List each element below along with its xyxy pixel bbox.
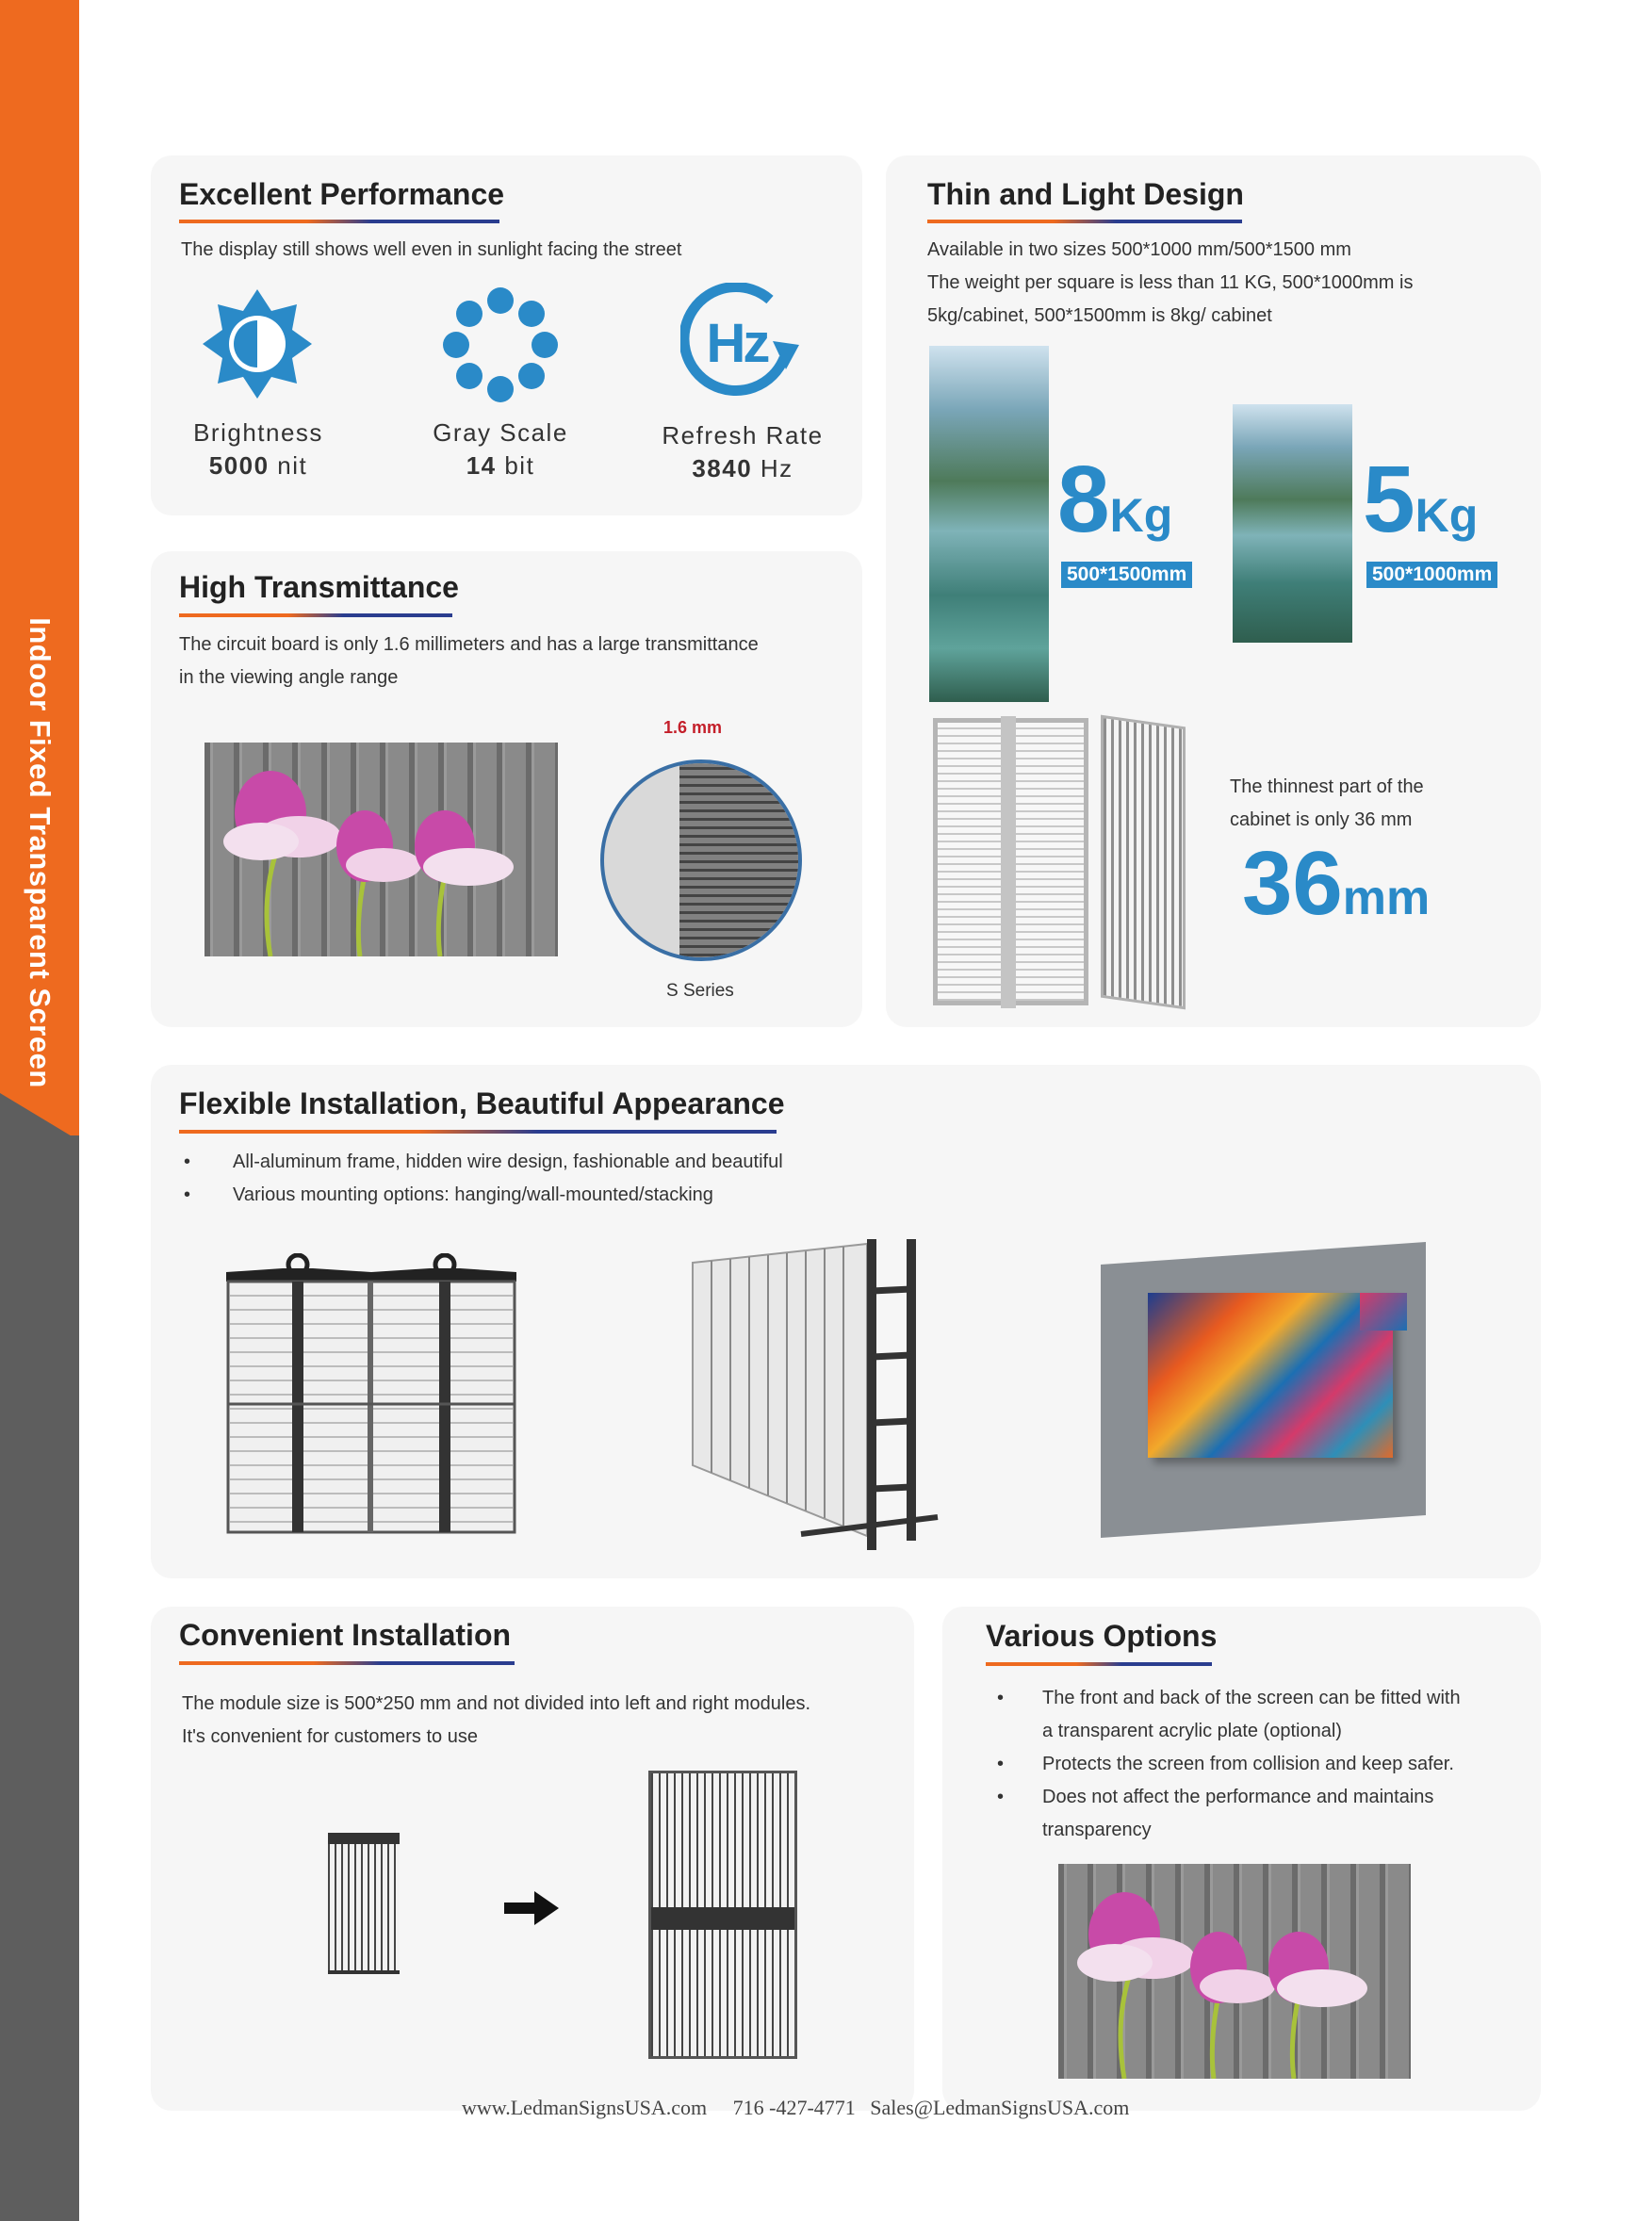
- flexible-bullet-2-text: Various mounting options: hanging/wall-mounted/stacking: [233, 1184, 713, 1205]
- cabinet-frame-bar: [1001, 716, 1016, 1008]
- performance-title-underline: [179, 220, 499, 223]
- transmittance-title-underline: [179, 613, 452, 617]
- wall-mounted-image: [1101, 1253, 1426, 1527]
- landscape-image-large: [929, 346, 1049, 702]
- stacking-cabinet-illustration: [688, 1234, 942, 1555]
- thickness-unit: mm: [1342, 871, 1431, 925]
- options-bullet-3-text: Does not affect the performance and maintains: [1042, 1787, 1434, 1807]
- weight-8-number: 8: [1057, 447, 1110, 552]
- transmittance-line-2: in the viewing angle range: [179, 667, 399, 688]
- transmittance-line-1: The circuit board is only 1.6 millimeters and has a large transmittance: [179, 634, 759, 655]
- flexible-bullet-1: [184, 1146, 783, 1179]
- metric-refresh-rate-number: 3840: [692, 454, 753, 482]
- flexible-bullet-2: [184, 1179, 713, 1212]
- flower-screen-image: [204, 743, 558, 956]
- module-join-band: [651, 1907, 794, 1930]
- convenient-title-underline: [179, 1661, 515, 1665]
- artwork-screen: [1148, 1293, 1393, 1458]
- performance-title: Excellent Performance: [179, 177, 505, 211]
- metric-refresh-rate-value: [639, 452, 846, 485]
- convenient-panel: [151, 1607, 914, 2111]
- flexible-title-underline: [179, 1130, 777, 1134]
- footer-email[interactable]: Sales@LedmanSignsUSA.com: [870, 2096, 1130, 2119]
- options-bullet-1-text-cont: a transparent acrylic plate (optional): [1042, 1721, 1342, 1741]
- landscape-image-small: [1233, 404, 1352, 643]
- metric-refresh-rate-label: Refresh Rate: [662, 421, 824, 449]
- metric-gray-scale: [397, 416, 604, 482]
- bullet-dot: •: [997, 1787, 1005, 1807]
- options-bullet-1-cont: [1042, 1715, 1342, 1748]
- convenient-title: Convenient Installation: [179, 1618, 512, 1652]
- thickness-label: 1.6 mm: [663, 718, 723, 737]
- thin-line-2: The weight per square is less than 11 KG, 500*1000mm is: [927, 272, 1414, 293]
- bullet-dot: •: [184, 1151, 191, 1172]
- metric-gray-scale-label: Gray Scale: [433, 418, 568, 447]
- performance-desc: The display still shows well even in sunlight facing the street: [181, 239, 682, 260]
- module-small-image: [328, 1833, 400, 1974]
- bullet-dot: •: [997, 1688, 1005, 1708]
- series-label: S Series: [666, 981, 734, 1001]
- weight-5-number: 5: [1363, 447, 1415, 552]
- weight-5-unit: Kg: [1415, 489, 1479, 542]
- metric-brightness: [155, 416, 362, 482]
- flexible-title: Flexible Installation, Beautiful Appearance: [179, 1086, 785, 1120]
- options-bullet-3: [997, 1781, 1433, 1814]
- gray-scale-icon: [443, 287, 558, 402]
- weight-8-unit: Kg: [1109, 489, 1173, 542]
- arrow-right-icon: [504, 1891, 559, 1925]
- thin-title-underline: [927, 220, 1242, 223]
- metric-brightness-label: Brightness: [193, 418, 323, 447]
- options-bullet-3-cont: [1042, 1814, 1152, 1847]
- options-bullet-2-text: Protects the screen from collision and keep safer.: [1042, 1754, 1454, 1774]
- metric-gray-scale-number: 14: [466, 451, 497, 480]
- metric-brightness-unit: nit: [269, 451, 308, 480]
- stacking-cabinet-image: [688, 1234, 942, 1555]
- options-bullet-1-text: The front and back of the screen can be fitted with: [1042, 1688, 1461, 1708]
- artwork-screen-extension: [1360, 1293, 1407, 1331]
- thinnest-line-2: cabinet is only 36 mm: [1230, 809, 1413, 830]
- thin-line-3: 5kg/cabinet, 500*1500mm is 8kg/ cabinet: [927, 305, 1272, 326]
- size-badge-1000: 500*1000mm: [1366, 562, 1497, 588]
- options-title-underline: [986, 1662, 1212, 1666]
- acrylic-flower-illustration: [1058, 1864, 1411, 2079]
- options-title: Various Options: [986, 1619, 1218, 1653]
- weight-8kg: [1057, 447, 1173, 552]
- circuit-board-zoom-image: [600, 759, 802, 961]
- hanging-cabinet-image: [226, 1253, 516, 1536]
- refresh-rate-icon: [680, 283, 803, 400]
- footer-phone[interactable]: 716 -427-4771: [732, 2096, 856, 2119]
- metric-refresh-rate: [639, 419, 846, 485]
- hanging-cabinet-illustration: [226, 1253, 516, 1536]
- options-bullet-1: [997, 1682, 1461, 1715]
- circuit-board-grid: [679, 763, 802, 961]
- weight-5kg: [1363, 447, 1479, 552]
- thickness-number: 36: [1242, 833, 1343, 934]
- flower-illustration: [204, 743, 558, 956]
- size-badge-1500: 500*1500mm: [1061, 562, 1192, 588]
- metric-brightness-number: 5000: [208, 451, 270, 480]
- footer: [462, 2096, 1150, 2120]
- metric-brightness-value: [155, 449, 362, 482]
- options-bullet-3-text-cont: transparency: [1042, 1820, 1152, 1840]
- metric-gray-scale-unit: bit: [496, 451, 535, 480]
- metric-refresh-rate-unit: Hz: [752, 454, 793, 482]
- sidebar-diagonal-cut: [0, 1093, 79, 1135]
- options-bullet-2: [997, 1748, 1454, 1781]
- thinnest-line-1: The thinnest part of the: [1230, 776, 1424, 797]
- hz-icon-text: Hz: [706, 313, 768, 374]
- cabinet-side-image: [1101, 715, 1186, 1010]
- thin-title: Thin and Light Design: [927, 177, 1244, 211]
- metric-gray-scale-value: [397, 449, 604, 482]
- convenient-line-2: It's convenient for customers to use: [182, 1726, 478, 1747]
- transmittance-title: High Transmittance: [179, 570, 459, 604]
- sidebar-title: Indoor Fixed Transparent Screen: [24, 617, 57, 1088]
- flexible-bullet-1-text: All-aluminum frame, hidden wire design, fashionable and beautiful: [233, 1151, 783, 1172]
- bullet-dot: •: [184, 1184, 191, 1205]
- thin-line-1: Available in two sizes 500*1000 mm/500*1500 mm: [927, 239, 1351, 260]
- brightness-icon: [201, 287, 314, 400]
- thickness-36mm: [1242, 833, 1431, 934]
- acrylic-flower-image: [1058, 1864, 1411, 2079]
- footer-website[interactable]: www.LedmanSignsUSA.com: [462, 2096, 708, 2119]
- convenient-line-1: The module size is 500*250 mm and not divided into left and right modules.: [182, 1693, 811, 1714]
- bullet-dot: •: [997, 1754, 1005, 1774]
- module-large-image: [648, 1771, 797, 2059]
